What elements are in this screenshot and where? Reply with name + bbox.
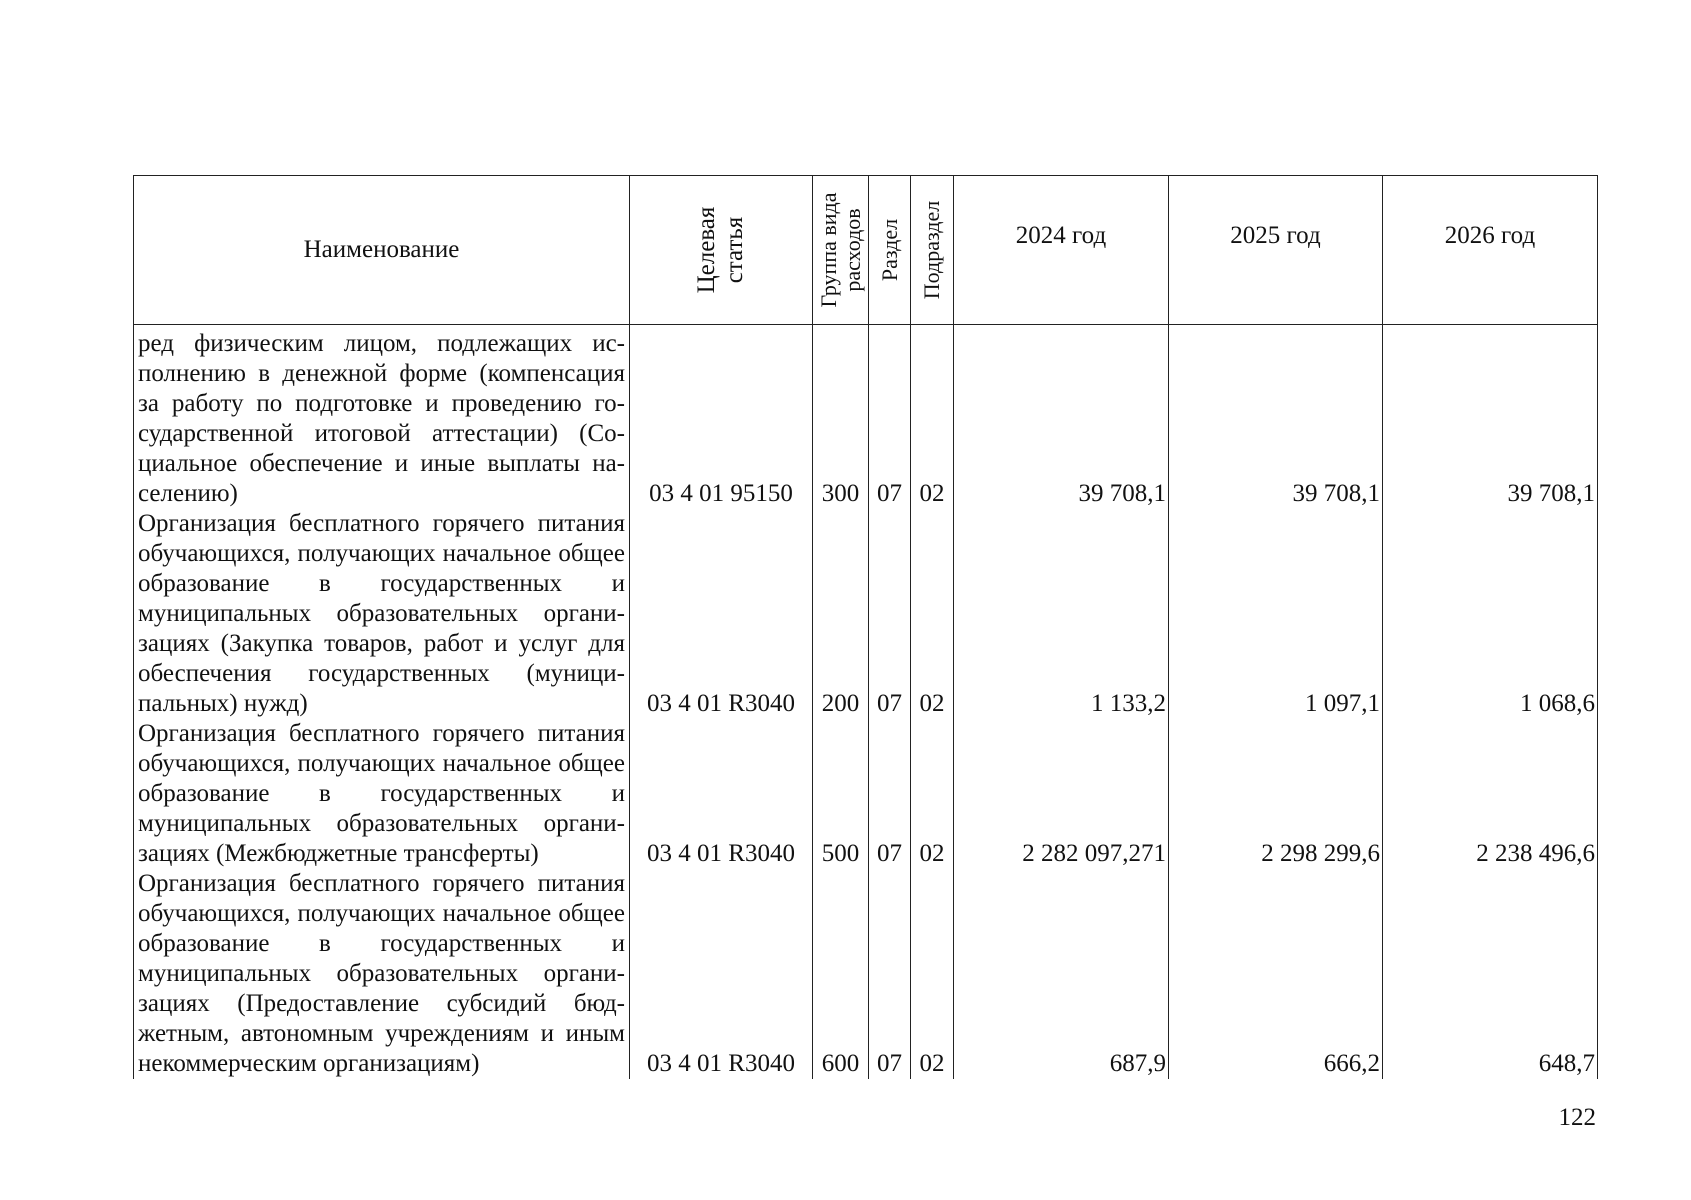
table-row xyxy=(134,719,1598,869)
header-section xyxy=(869,176,911,325)
row-expense-group: 200 xyxy=(813,509,869,719)
header-expense-group xyxy=(813,176,869,325)
row-amount-2024: 1 133,2 xyxy=(954,509,1169,719)
header-year-2024-label: 2024 год xyxy=(1015,222,1107,249)
table-row xyxy=(134,869,1598,1079)
header-year-2024 xyxy=(954,176,1169,325)
row-amount-2025: 2 298 299,6 xyxy=(1169,719,1383,869)
header-year-2026-label: 2026 год xyxy=(1444,222,1536,249)
header-year-2025 xyxy=(1169,176,1383,325)
row-subsection: 02 xyxy=(911,509,954,719)
header-section-label: Раздел xyxy=(876,218,902,282)
row-amount-2026: 2 238 496,6 xyxy=(1383,719,1598,869)
header-target-article-line1: Целевая xyxy=(693,206,720,294)
row-expense-group: 300 xyxy=(813,325,869,510)
row-subsection: 02 xyxy=(911,719,954,869)
row-amount-2024: 687,9 xyxy=(954,869,1169,1079)
row-subsection: 02 xyxy=(911,869,954,1079)
row-section: 07 xyxy=(869,719,911,869)
row-name: Организация бесплатного горячего питания обучающихся, получающих начальное общее образование в государственных и муниципальных образовательных организациях (Межбюджетные трансферты) xyxy=(134,719,630,869)
page-number: 122 xyxy=(1558,1104,1596,1131)
row-target-article: 03 4 01 R3040 xyxy=(630,719,813,869)
budget-table xyxy=(133,175,1598,1079)
row-amount-2025: 39 708,1 xyxy=(1169,325,1383,510)
row-amount-2025: 666,2 xyxy=(1169,869,1383,1079)
header-expense-group-line2: расходов xyxy=(839,208,865,292)
table-header-row xyxy=(134,176,1598,325)
row-amount-2026: 648,7 xyxy=(1383,869,1598,1079)
row-amount-2024: 2 282 097,271 xyxy=(954,719,1169,869)
row-amount-2024: 39 708,1 xyxy=(954,325,1169,510)
row-target-article: 03 4 01 95150 xyxy=(630,325,813,510)
header-target-article-line2: статья xyxy=(721,216,748,284)
header-target-article xyxy=(630,176,813,325)
row-name: ред физическим лицом, подлежащих исполнению в денежной форме (компенсация за работу по подготовке и проведению государственной итоговой аттестации) (Социальное обеспечение и иные выплаты населению) xyxy=(134,325,630,510)
header-year-2026 xyxy=(1383,176,1598,325)
table-row xyxy=(134,325,1598,510)
row-subsection: 02 xyxy=(911,325,954,510)
header-subsection xyxy=(911,176,954,325)
row-target-article: 03 4 01 R3040 xyxy=(630,869,813,1079)
row-amount-2025: 1 097,1 xyxy=(1169,509,1383,719)
row-name: Организация бесплатного горячего питания обучающихся, получающих начальное общее образование в государственных и муниципальных образовательных организациях (Предоставление субсидий бюджетным, автономным учреждениям и иным некоммерческим организациям) xyxy=(134,869,630,1079)
row-target-article: 03 4 01 R3040 xyxy=(630,509,813,719)
header-name-label: Наименование xyxy=(303,236,460,263)
table-row xyxy=(134,509,1598,719)
header-expense-group-line1: Группа вида xyxy=(815,192,841,308)
row-expense-group: 500 xyxy=(813,719,869,869)
row-expense-group: 600 xyxy=(813,869,869,1079)
row-amount-2026: 1 068,6 xyxy=(1383,509,1598,719)
row-section: 07 xyxy=(869,509,911,719)
row-section: 07 xyxy=(869,869,911,1079)
row-amount-2026: 39 708,1 xyxy=(1383,325,1598,510)
header-year-2025-label: 2025 год xyxy=(1230,222,1321,249)
header-name xyxy=(134,176,630,325)
row-name: Организация бесплатного горячего питания обучающихся, получающих начальное общее образование в государственных и муниципальных образовательных организациях (Закупка товаров, работ и услуг для обеспечения государственных (муниципальных) нужд) xyxy=(134,509,630,719)
header-subsection-label: Подраздел xyxy=(919,200,944,300)
row-section: 07 xyxy=(869,325,911,510)
